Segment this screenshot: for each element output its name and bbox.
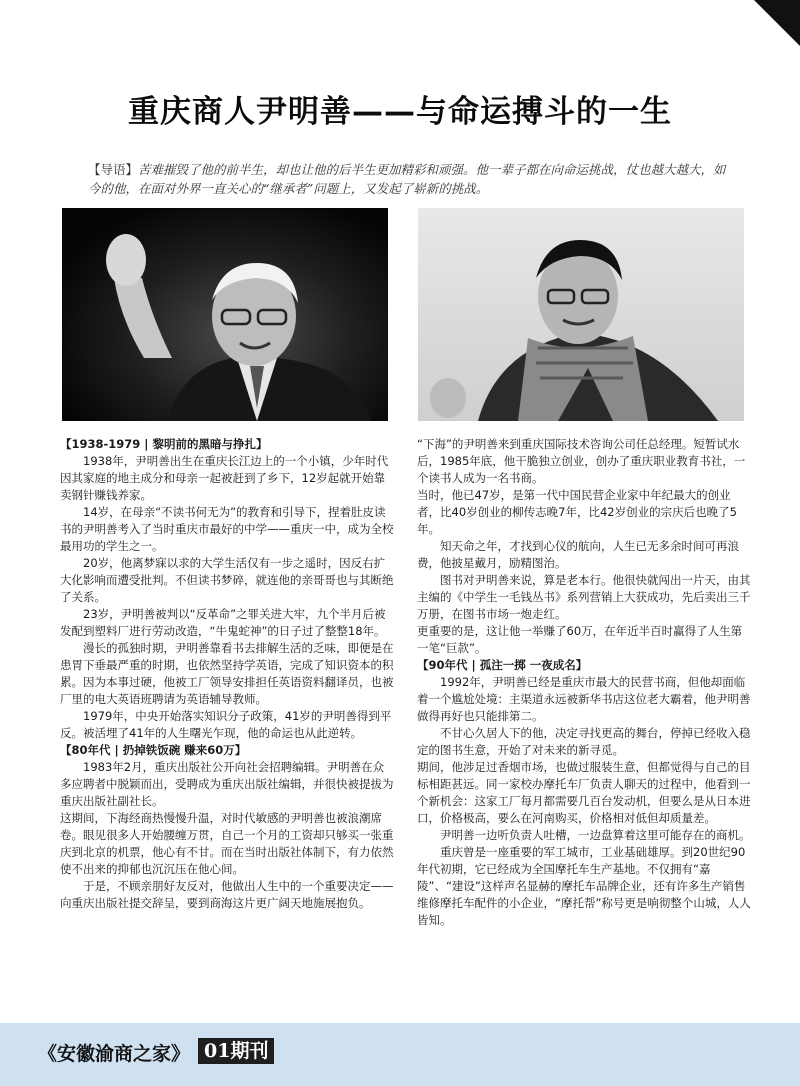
article-title: 重庆商人尹明善——与命运搏斗的一生	[128, 94, 672, 130]
photo-raised-fist	[62, 208, 388, 421]
paragraph: 图书对尹明善来说，算是老本行。他很快就闯出一片天，由其主编的《中学生一毛钱丛书》系列营销上大获成功，先后卖出三千万册，在图书市场一炮走红。	[417, 573, 751, 621]
section-heading: 【80年代 | 扔掉铁饭碗 赚来60万】	[60, 743, 247, 757]
paragraph: 1992年，尹明善已经是重庆市最大的民营书商，但他却面临着一个尴尬处境：主渠道永远被新华书店这位老大霸着，他尹明善做得再好也只能排第二。	[417, 675, 751, 723]
paragraph: 更重要的是，这让他一举赚了60万，在年近半百时赢得了人生第一笔“巨款”。	[417, 624, 743, 655]
paragraph: “下海”的尹明善来到重庆国际技术咨询公司任总经理。短暂试水后，1985年底，他干脆独立创业，创办了重庆职业教育书社，一个读书人成为一名书商。	[417, 437, 746, 485]
corner-decoration	[754, 0, 800, 46]
paragraph: 期间，他涉足过香烟市场，也做过服装生意，但都觉得与自己的目标相距甚远。同一家校办摩托车厂负责人聊天的过程中，他看到一个新机会：这家工厂每月都需要几百台发动机，但要么是从日本进口，价格极高，要么在河南购买，价格相对低但却质量差。	[417, 760, 751, 825]
left-column	[60, 436, 395, 912]
paragraph: 1979年，中央开始落实知识分子政策，41岁的尹明善得到平反。被活埋了41年的人生曙光乍现，他的命运也从此逆转。	[60, 709, 392, 740]
paragraph: 20岁，他离梦寐以求的大学生活仅有一步之遥时，因反右扩大化影响而遭受批判。不但读书梦碎，就连他的亲哥哥也与其断绝了关系。	[60, 556, 394, 604]
paragraph: 1983年2月，重庆出版社公开向社会招聘编辑。尹明善在众多应聘者中脱颖而出，受聘成为重庆出版社编辑，并很快被提拔为重庆出版社副社长。	[60, 760, 394, 808]
paragraph: 于是，不顾亲朋好友反对，他做出人生中的一个重要决定——向重庆出版社提交辞呈，要到商海这片更广阔天地施展抱负。	[60, 879, 394, 910]
paragraph: 当时，他已47岁，是第一代中国民营企业家中年纪最大的创业者，比40岁创业的柳传志晚7年，比42岁创业的宗庆后也晚了5年。	[417, 488, 737, 536]
page-footer	[0, 1023, 800, 1086]
issue-label: 01期刊	[198, 1038, 274, 1064]
section-heading: 【1938-1979 | 黎明前的黑暗与挣扎】	[60, 437, 268, 451]
paragraph: 14岁，在母亲“不读书何无为”的教育和引导下，捏着肚皮读书的尹明善考入了当时重庆市最好的中学——重庆一中，成为全校最用功的学生之一。	[60, 505, 394, 553]
right-column	[417, 436, 752, 929]
paragraph: 尹明善一边听负责人吐槽，一边盘算着这里可能存在的商机。	[440, 828, 751, 842]
photo-man-with-scarf-illustration	[418, 208, 744, 421]
paragraph: 1938年，尹明善出生在重庆长江边上的一个小镇，少年时代因其家庭的地主成分和母亲一起被赶到了乡下，12岁起就开始靠卖钢针赚钱养家。	[60, 454, 389, 502]
magazine-name: 《安徽渝商之家》	[38, 1043, 191, 1065]
lead-text: 苦难摧毁了他的前半生，却也让他的后半生更加精彩和顽强。他一辈子都在向命运挑战，仗也越大越大，如今的他，在面对外界一直关心的“继承者”问题上，又发起了崭新的挑战。	[88, 162, 726, 196]
paragraph: 不甘心久居人下的他，决定寻找更高的舞台，停掉已经收入稳定的图书生意，开始了对未来的新寻觅。	[417, 726, 751, 757]
lead-tag: 【导语】	[88, 162, 139, 177]
paragraph: 重庆曾是一座重要的军工城市，工业基础雄厚。到20世纪90年代初期，它已经成为全国摩托车生产基地。不仅拥有“嘉陵”、“建设”这样声名显赫的摩托车品牌企业，还有许多生产销售维修摩托车配件的小企业，“摩托帮”称号更是响彻整个山城，人人皆知。	[417, 845, 751, 927]
photo-raised-fist-illustration	[62, 208, 388, 421]
paragraph: 23岁，尹明善被判以“反革命”之罪关进大牢，九个半月后被发配到塑料厂进行劳动改造，“牛鬼蛇神”的日子过了整整18年。	[60, 607, 386, 638]
paragraph: 漫长的孤独时期，尹明善靠看书去排解生活的乏味，即便是在患胃下垂最严重的时期，也依然坚持学英语，完成了知识资本的积累。因为本事过硬，他被工厂领导安排担任英语资料翻译员，也被厂里的电大英语班聘请为英语辅导教师。	[60, 641, 394, 706]
article-lead	[88, 160, 728, 198]
photo-man-with-scarf	[418, 208, 744, 421]
section-heading: 【90年代 | 孤注一掷 一夜成名】	[417, 658, 588, 672]
paragraph: 这期间，下海经商热慢慢升温，对时代敏感的尹明善也被浪潮席卷。眼见很多人开始腰缠万贯，自己一个月的工资却只够买一张重庆到北京的机票，他心有不甘。而在当时出版社体制下，有力依然使不出来的抑郁也沉沉压在他心间。	[60, 811, 394, 876]
paragraph: 知天命之年，才找到心仪的航向，人生已无多余时间可再浪费，他披星戴月，励精图治。	[417, 539, 739, 570]
